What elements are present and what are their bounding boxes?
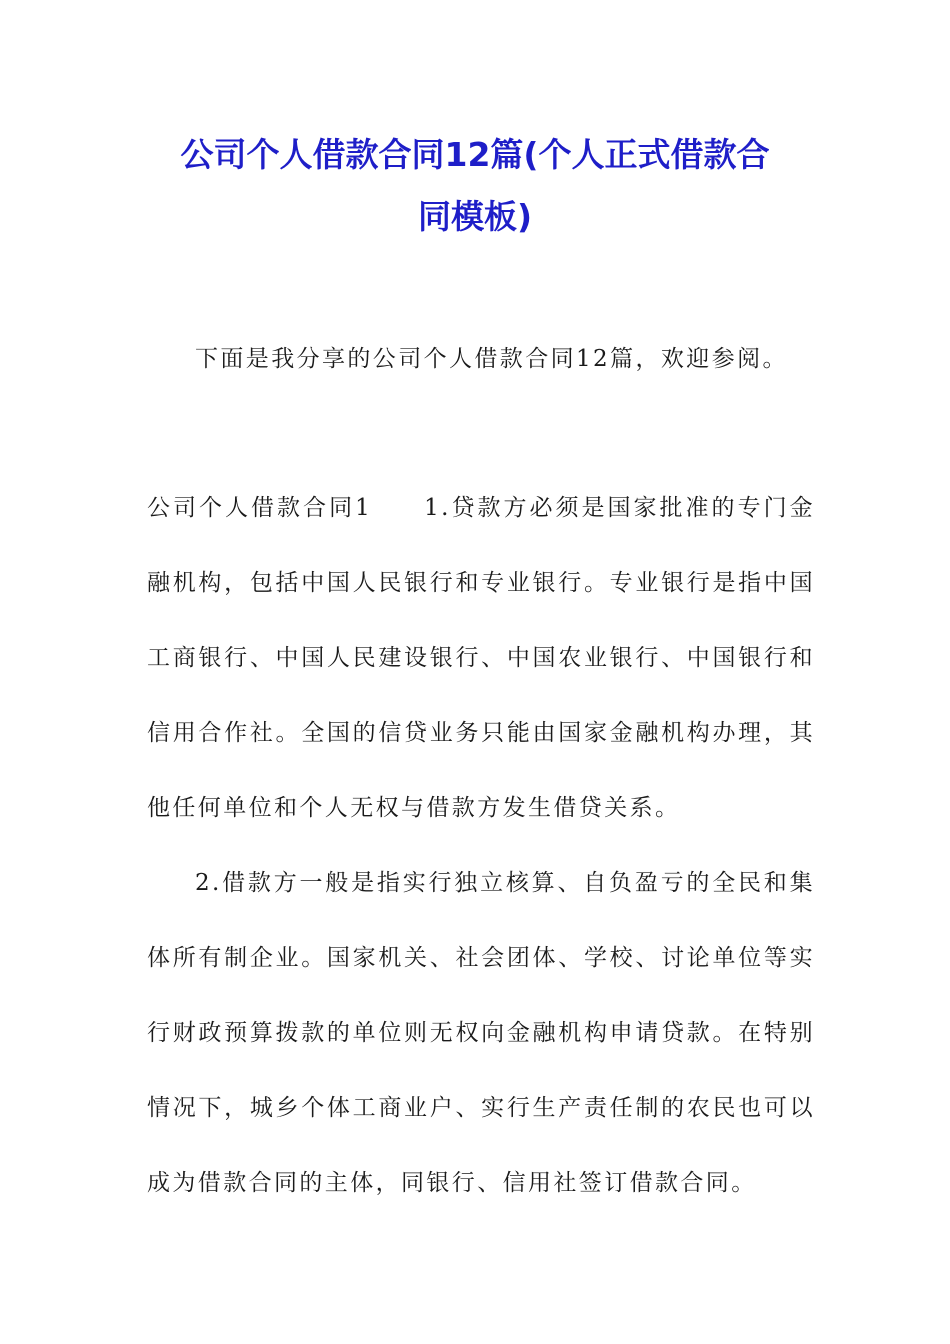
title-line-2: 同模板) — [417, 197, 533, 236]
intro-paragraph: 下面是我分享的公司个人借款合同12篇，欢迎参阅。 — [195, 346, 788, 372]
clause-1-text: 1.贷款方必须是国家批准的专门金融机构，包括中国人民银行和专业银行。专业银行是指中国工商银行、中国人民建设银行、中国农业银行、中国银行和信用合作社。全国的信贷业务只能由国家金融机构办理，其他任何单位和个人无权与借款方发生借贷关系。 — [147, 495, 815, 821]
section-1-paragraph — [147, 471, 815, 846]
document-title — [0, 124, 950, 248]
section-heading: 公司个人借款合同1 — [147, 495, 373, 521]
clause-2-paragraph: 2.借款方一般是指实行独立核算、自负盈亏的全民和集体所有制企业。国家机关、社会团体、学校、讨论单位等实行财政预算拨款的单位则无权向金融机构申请贷款。在特别情况下，城乡个体工商业户、实行生产责任制的农民也可以成为借款合同的主体，同银行、信用社签订借款合同。 — [147, 870, 815, 1196]
title-line-1: 公司个人借款合同12篇(个人正式借款合 — [180, 135, 770, 174]
